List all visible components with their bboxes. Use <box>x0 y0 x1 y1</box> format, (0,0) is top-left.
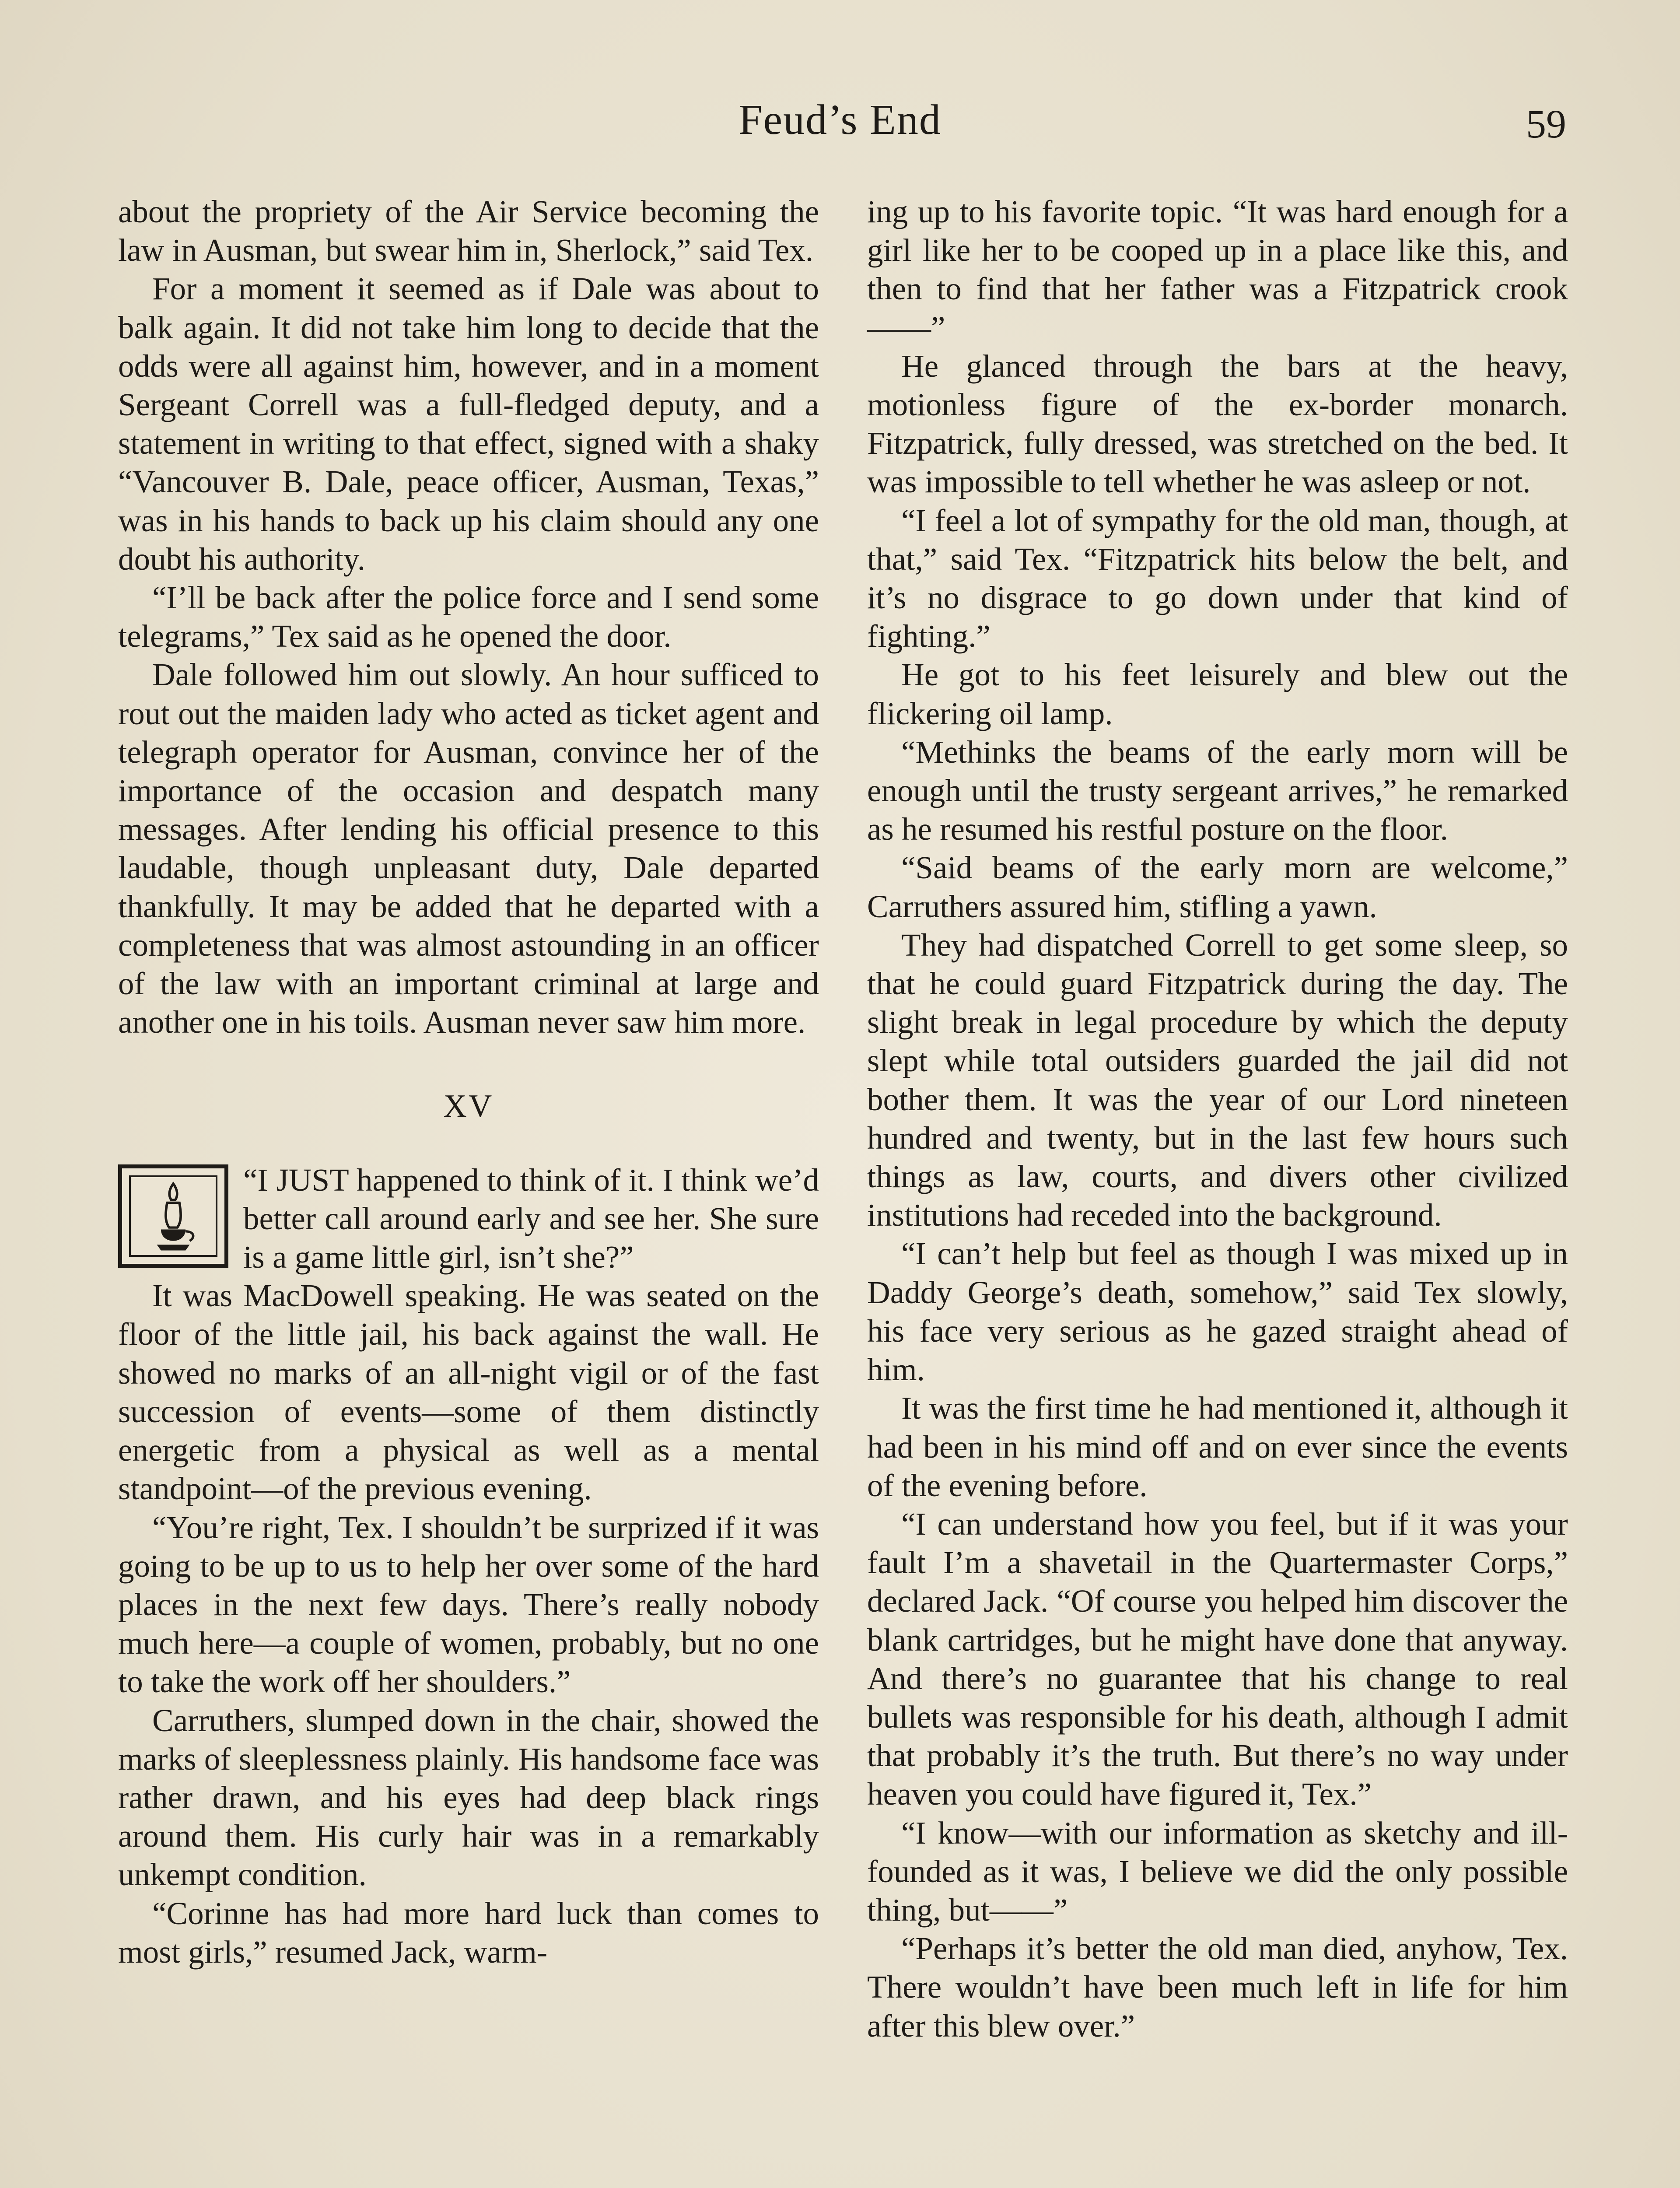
oil-lamp-icon <box>118 1164 228 1268</box>
paragraph: For a moment it seemed as if Dale was about to balk again. It did not take him long to decide that the odds were all against him, however, and in a moment Sergeant Correll was a full-fledged deputy, and a statement in writing to that effect, signed with a shaky “Vancouver B. Dale, peace officer, Ausman, Texas,” was in his hands to back up his claim should any one doubt his authority. <box>118 271 819 577</box>
paragraph: “I feel a lot of sympathy for the old man, though, at that,” said Tex. “Fitzpatrick hits below the belt, and it’s no disgrace to go down under that kind of fighting.” <box>867 502 1568 654</box>
paragraph: “I’ll be back after the police force and I send some telegrams,” Tex said as he opened the door. <box>118 580 819 654</box>
paragraph: Dale followed him out slowly. An hour sufficed to rout out the maiden lady who acted as ticket agent and telegraph operator for Ausman, convince her of the importance of the occasion and despatch many messages. After lending his official presence to this laudable, though unpleasant duty, Dale departed thankfully. It may be added that he departed with a completeness that was almost astounding in an officer of the law with an important criminal at large and another one in his toils. Ausman never saw him more. <box>118 657 819 1040</box>
paragraph: “Said beams of the early morn are welcome,” Carruthers assured him, stifling a yawn. <box>867 850 1568 924</box>
right-column <box>867 193 1568 2045</box>
left-column <box>118 193 819 1971</box>
paragraph: “Perhaps it’s better the old man died, anyhow, Tex. There wouldn’t have been much left in life for him after this blew over.” <box>867 1931 1568 2044</box>
paragraph: They had dispatched Correll to get some sleep, so that he could guard Fitzpatrick during the day. The slight break in legal procedure by which the deputy slept while total outsiders guarded the jail did not bother them. It was the year of our Lord nineteen hundred and twenty, but in the last few hours such things as law, courts, and divers other civilized institutions had receded into the background. <box>867 927 1568 1233</box>
paragraph: “Methinks the beams of the early morn will be enough until the trusty sergeant arrives,” he remarked as he resumed his restful posture on the floor. <box>867 734 1568 847</box>
chapter-number: XV <box>443 1088 494 1125</box>
paragraph: about the propriety of the Air Service becoming the law in Ausman, but swear him in, Sherlock,” said Tex. <box>118 194 819 268</box>
running-title: Feud’s End <box>738 96 942 144</box>
paragraph: ing up to his favorite topic. “It was hard enough for a girl like her to be cooped up in a place like this, and then to find that her father was a Fitzpatrick crook——” <box>867 194 1568 345</box>
paragraph: It was MacDowell speaking. He was seated on the floor of the little jail, his back against the wall. He showed no marks of an all-night vigil or of the fast succession of events—some of them distinctly energetic from a physical as well as a mental standpoint—of the previous evening. <box>118 1278 819 1507</box>
paragraph: He glanced through the bars at the heavy, motionless figure of the ex-border monarch. Fitzpatrick, fully dressed, was stretched on the bed. It was impossible to tell whether he was asleep or not. <box>867 348 1568 500</box>
paragraph: It was the first time he had mentioned it, although it had been in his mind off and on ever since the events of the evening before. <box>867 1390 1568 1503</box>
paragraph: “I know—with our information as sketchy and ill-founded as it was, I believe we did the only possible thing, but——” <box>867 1815 1568 1928</box>
chapter-opening-paragraph: “I JUST happened to think of it. I think we’d better call around early and see her. She sure is a game little girl, isn’t she?” <box>243 1162 819 1275</box>
paragraph: He got to his feet leisurely and blew out the flickering oil lamp. <box>867 657 1568 731</box>
paragraph: Carruthers, slumped down in the chair, showed the marks of sleeplessness plainly. His handsome face was rather drawn, and his eyes had deep black rings around them. His curly hair was in a remarkably unkempt condition. <box>118 1702 819 1893</box>
paragraph: “Corinne has had more hard luck than comes to most girls,” resumed Jack, warm- <box>118 1895 819 1970</box>
paragraph: “I can’t help but feel as though I was mixed up in Daddy George’s death, somehow,” said Tex slowly, his face very serious as he gazed straight ahead of him. <box>867 1236 1568 1388</box>
paragraph: “You’re right, Tex. I shouldn’t be surprized if it was going to be up to us to help her over some of the hard places in the next few days. There’s really nobody much here—a couple of women, probably, but no one to take the work off her shoulders.” <box>118 1509 819 1700</box>
paragraph: “I can understand how you feel, but if it was your fault I’m a shavetail in the Quartermaster Corps,” declared Jack. “Of course you helped him discover the blank cartridges, but he might have done that anyway. And there’s no guarantee that his change to real bullets was responsible for his death, although I admit that probably it’s the truth. But there’s no way under heaven you could have figured it, Tex.” <box>867 1506 1568 1812</box>
page-number: 59 <box>1526 102 1566 146</box>
